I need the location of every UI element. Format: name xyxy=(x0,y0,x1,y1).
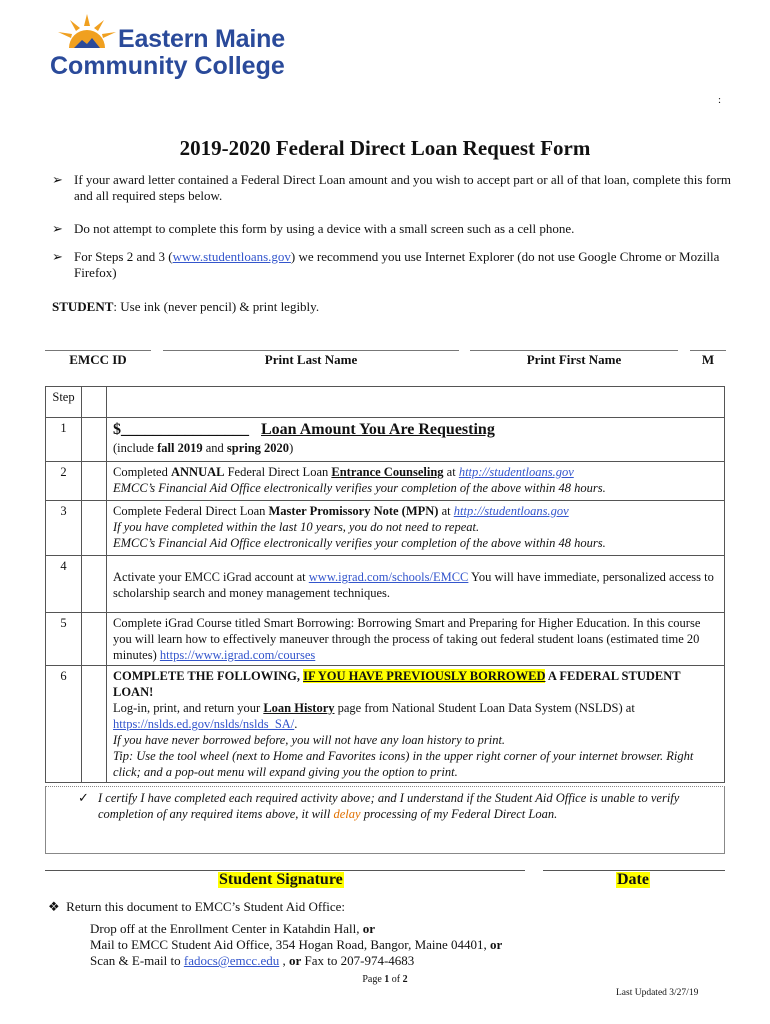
table-row: 6 COMPLETE THE FOLLOWING, IF YOU HAVE PREVIOUSLY BORROWED A FEDERAL STUDENT LOAN! Log-in, print, and return your Loan History page from National Student Loan Data System (NSLDS) at https://nslds.ed.gov/nslds/nslds_SA/. If you have never borrowed before, you will not have any loan history to print. Tip: Use the tool wheel (next to Home and Favorites icons) in the upper right corner of your internet browser. Right click; and a pop-out menu will expand giving you the option to print. xyxy=(46,666,725,783)
bullet-2: ➢ Do not attempt to complete this form by using a device with a small screen such as a cell phone. xyxy=(52,221,575,236)
email-line: Scan & E-mail to fadocs@emcc.edu , or Fax to 207-974-4683 xyxy=(90,953,415,968)
sun-logo-icon xyxy=(52,14,122,50)
form-title: 2019-2020 Federal Direct Loan Request Form xyxy=(179,136,591,160)
first-name-label: Print First Name xyxy=(526,352,622,367)
table-row: 3 Complete Federal Direct Loan Master Promissory Note (MPN) at http://studentloans.gov If you have completed within the last 10 years, you do not need to repeat. EMCC’s Financial Aid Office electronically verifies your completion of the above within 48 hours. xyxy=(46,501,725,556)
student-note: STUDENT: Use ink (never pencil) & print legibly. xyxy=(52,299,320,314)
step-4-body: Activate your EMCC iGrad account at www.igrad.com/schools/EMCC You will have immediate, personalized access to scholarship search and money management techniques. xyxy=(107,556,725,613)
last-name-field[interactable] xyxy=(163,350,459,351)
last-updated: Last Updated 3/27/19 xyxy=(616,988,699,998)
nslds-link[interactable]: https://nslds.ed.gov/nslds/nslds_SA/ xyxy=(113,717,295,731)
step-2-body: Completed ANNUAL Federal Direct Loan Entrance Counseling at http://studentloans.gov EMCC’s Financial Aid Office electronically verifies your completion of the above within 48 hours. xyxy=(107,462,725,501)
step-6-body: COMPLETE THE FOLLOWING, IF YOU HAVE PREVIOUSLY BORROWED A FEDERAL STUDENT LOAN! Log-in, print, and return your Loan History page from National Student Loan Data System (NSLDS) at https://nslds.ed.gov/nslds/nslds_SA/. If you have never borrowed before, you will not have any loan history to print. Tip: Use the tool wheel (next to Home and Favorites icons) in the upper right corner of your internet browser. Right click; and a pop-out menu will expand giving you the option to print. xyxy=(107,666,725,783)
table-row xyxy=(46,387,725,418)
arrow-bullet-icon: ➢ xyxy=(52,221,63,236)
middle-initial-label: M xyxy=(701,352,715,367)
bullet-3: ➢ For Steps 2 and 3 (www.studentloans.gov) we recommend you use Internet Explorer (do not use Google Chrome or Mozilla Firefox) xyxy=(52,249,720,280)
arrow-bullet-icon: ➢ xyxy=(52,249,63,264)
step-5-body: Complete iGrad Course titled Smart Borrowing: Borrowing Smart and Preparing for Higher Education. In this course you will learn how to effectively maneuver through the process of taking out federal student loans (estimated time 20 minutes) https://www.igrad.com/courses xyxy=(107,613,725,666)
last-name-label: Print Last Name xyxy=(264,352,358,367)
step-1-body: $________________ Loan Amount You Are Requesting (include fall 2019 and spring 2020) xyxy=(107,418,725,462)
studentloans-link[interactable]: www.studentloans.gov xyxy=(172,249,291,264)
step-header: Step xyxy=(46,387,82,418)
table-row: 1 $________________ Loan Amount You Are Requesting (include fall 2019 and spring 2020) xyxy=(46,418,725,462)
return-instructions: ❖ Return this document to EMCC’s Student Aid Office: xyxy=(48,899,346,914)
email-link[interactable]: fadocs@emcc.edu xyxy=(183,953,280,968)
bullet-1: ➢ If your award letter contained a Federal Direct Loan amount and you wish to accept part or all of that loan, complete this form and all required steps below. xyxy=(52,172,731,203)
emcc-id-field[interactable] xyxy=(45,350,151,351)
table-row: 2 Completed ANNUAL Federal Direct Loan Entrance Counseling at http://studentloans.gov EMCC’s Financial Aid Office electronically verifies your completion of the above within 48 hours. xyxy=(46,462,725,501)
emcc-id-label: EMCC ID xyxy=(69,352,127,367)
studentloans-link[interactable]: http://studentloans.gov xyxy=(458,465,574,479)
loan-amount-input[interactable]: $________________ xyxy=(113,421,249,438)
student-signature-label: Student Signature xyxy=(219,871,343,888)
first-name-field[interactable] xyxy=(470,350,678,351)
arrow-bullet-icon: ➢ xyxy=(52,172,63,187)
dropoff-line: Drop off at the Enrollment Center in Katahdin Hall, or xyxy=(90,921,375,936)
step-3-body: Complete Federal Direct Loan Master Promissory Note (MPN) at http://studentloans.gov If you have completed within the last 10 years, you do not need to repeat. EMCC’s Financial Aid Office electronically verifies your completion of the above within 48 hours. xyxy=(107,501,725,556)
certification-text: I certify I have completed each required activity above; and I understand if the Student Aid Office is unable to verify completion of any required items above, it will delay processing of my Federal Direct Loan. xyxy=(98,791,680,821)
middle-initial-field[interactable] xyxy=(690,350,726,351)
mail-line: Mail to EMCC Student Aid Office, 354 Hogan Road, Bangor, Maine 04401, or xyxy=(90,937,503,952)
date-label: Date xyxy=(617,871,649,888)
corner-mark: : xyxy=(718,94,722,106)
logo-line1: Eastern Maine xyxy=(118,25,285,53)
table-row: 5 Complete iGrad Course titled Smart Borrowing: Borrowing Smart and Preparing for Higher Education. In this course you will learn how to effectively maneuver through the process of taking out federal student loans (estimated time 20 minutes) https://www.igrad.com/courses xyxy=(46,613,725,666)
checkmark-icon[interactable]: ✓ xyxy=(78,790,89,805)
igrad-emcc-link[interactable]: www.igrad.com/schools/EMCC xyxy=(308,570,469,584)
igrad-courses-link[interactable]: https://www.igrad.com/courses xyxy=(159,648,316,662)
steps-table xyxy=(45,386,725,783)
page-number: Page 1 of 2 xyxy=(362,974,408,985)
studentloans-link[interactable]: http://studentloans.gov xyxy=(453,504,569,518)
table-row: 4 Activate your EMCC iGrad account at www.igrad.com/schools/EMCC You will have immediate, personalized access to scholarship search and money management techniques. xyxy=(46,556,725,613)
logo-line2: Community College xyxy=(50,52,285,80)
diamond-bullet-icon: ❖ xyxy=(48,899,60,914)
